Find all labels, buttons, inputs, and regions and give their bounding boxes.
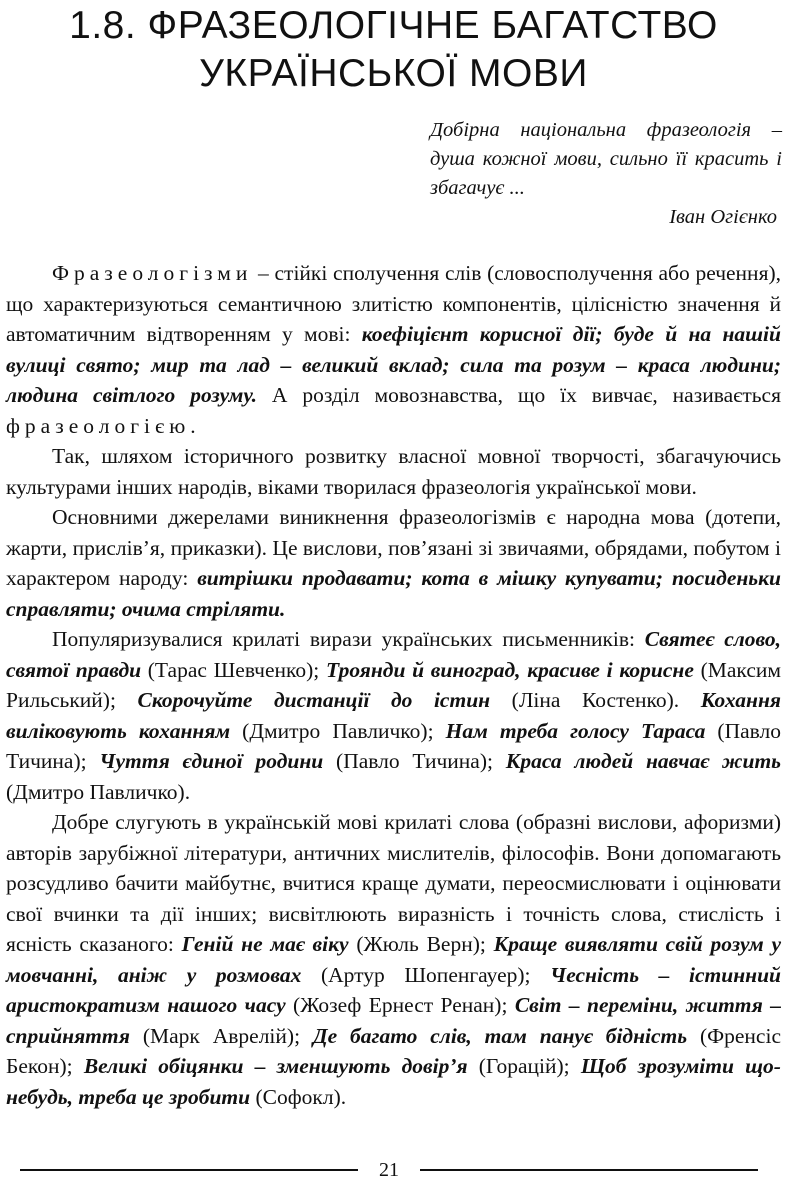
quote-author: (Дмитро Павличко). xyxy=(6,779,191,804)
quote-author: (Максим Рильський); xyxy=(6,657,781,712)
definition-examples: коефіцієнт корисної дії; буде й на нашій вулиці свято; мир та лад – великий вклад; сила та розум – краса людини; людина світлого розуму. xyxy=(6,322,781,407)
section-title-line-2: УКРАЇНСЬКОЇ МОВИ xyxy=(199,52,588,95)
quote: Троянди й виноград, красиве і корисне xyxy=(325,657,694,682)
quote: Чуття єдиної родини xyxy=(99,749,324,773)
body-text xyxy=(6,258,781,1112)
quote-author: (Ліна Костенко). xyxy=(490,688,701,712)
sources-examples: витрішки продавати; кота в мішку купувати; посиденьки справляти; очима стріляти. xyxy=(6,566,781,621)
quote-author: (Павло Тичина); xyxy=(6,718,781,773)
term-phraseology: фразеологією xyxy=(6,413,191,438)
foreign-intro: Добре слугують в українській мові крилаті слова (образні вислови, афоризми) авторів зарубіжної літератури, античних мислителів, філософів. Вони допомагають розсудливо бачити майбутнє, вчитися краще думати, переосмислювати і оцінювати свої вчинки та дії інших; висвітлюють виразність і точність слова, стислість і ясність сказаного: xyxy=(6,810,781,956)
quote: Де багато слів, там панує бідність xyxy=(312,1023,688,1048)
quote: Чесність – істинний аристократизм нашого часу xyxy=(6,962,782,1017)
quote-author: (Марк Аврелій); xyxy=(129,1023,313,1048)
section-title-line-1: 1.8. ФРАЗЕОЛОГІЧНЕ БАГАТСТВО xyxy=(69,4,718,47)
epigraph-author: Іван Огієнко xyxy=(669,206,777,228)
definition-tail: А розділ мовознавства, що їх вивчає, називається xyxy=(256,383,781,407)
quote-author: (Френсіс Бекон); xyxy=(6,1023,781,1078)
page-number: 21 xyxy=(379,1159,399,1181)
definition-text: – стійкі сполучення слів (словосполучення або речення), що характеризуються семантичною злитістю компонентів, цілісністю значення й автоматичним відтворенням у мові: xyxy=(6,261,781,346)
quote: Скорочуйте дистанції до істин xyxy=(137,688,491,712)
quote: Нам треба голосу Тараса xyxy=(445,718,706,743)
paragraph-history: Так, шляхом історичного розвитку власної мовної творчості, збагачуючись культурами інших народів, віками творилася фразеологія української мови. xyxy=(6,444,781,499)
paragraph-ukrainian-writers xyxy=(6,624,781,807)
paragraph-foreign-authors xyxy=(6,807,781,1112)
quote: Святеє слово, святої правди xyxy=(6,627,782,682)
paragraph-definition xyxy=(6,258,781,441)
paragraph-sources xyxy=(6,502,781,624)
quote-author: (Жозеф Ернест Ренан); xyxy=(285,993,515,1017)
quote-author: (Артур Шопенгауер); xyxy=(301,962,551,987)
quote-author: (Дмитро Павличко); xyxy=(230,718,446,743)
section-title xyxy=(6,2,781,98)
footer-rule-right xyxy=(420,1169,758,1171)
quote: Кохання виліковують коханням xyxy=(6,688,781,743)
quote: Великі обіцянки – зменшують довір’я xyxy=(83,1054,468,1078)
quote-author: (Тарас Шевченко); xyxy=(141,657,326,682)
quote: Краса людей навчає жить xyxy=(505,749,781,773)
epigraph-quote: Добірна національна фразеологія – душа кожної мови, сильно її красить і збагачує ... xyxy=(430,119,782,199)
quote-author: (Жюль Верн); xyxy=(348,932,494,956)
quote: Світ – переміни, життя – сприйняття xyxy=(6,993,781,1048)
quote: Краще виявляти свій розум у мовчанні, аніж у розмовах xyxy=(6,932,781,987)
page-footer xyxy=(0,1155,793,1185)
footer-rule-left xyxy=(20,1169,358,1171)
quote-author: (Павло Тичина); xyxy=(323,749,506,773)
writers-intro: Популяризувалися крилаті вирази українських письменників: xyxy=(52,627,645,651)
quote-author: (Горацій); xyxy=(467,1054,581,1078)
term-phraseologisms: Фразеологізми xyxy=(52,261,253,285)
definition-end: . xyxy=(190,413,196,438)
sources-text: Основними джерелами виникнення фразеологізмів є народна мова (дотепи, жарти, прислів’я, приказки). Це вислови, пов’язані зі звичаями, обрядами, побутом і характером народу: xyxy=(6,505,781,590)
quote: Геній не має віку xyxy=(181,932,349,956)
quote: Щоб зрозуміти що-небудь, треба це зробити xyxy=(6,1054,781,1109)
quote-author: (Софокл). xyxy=(250,1084,347,1109)
